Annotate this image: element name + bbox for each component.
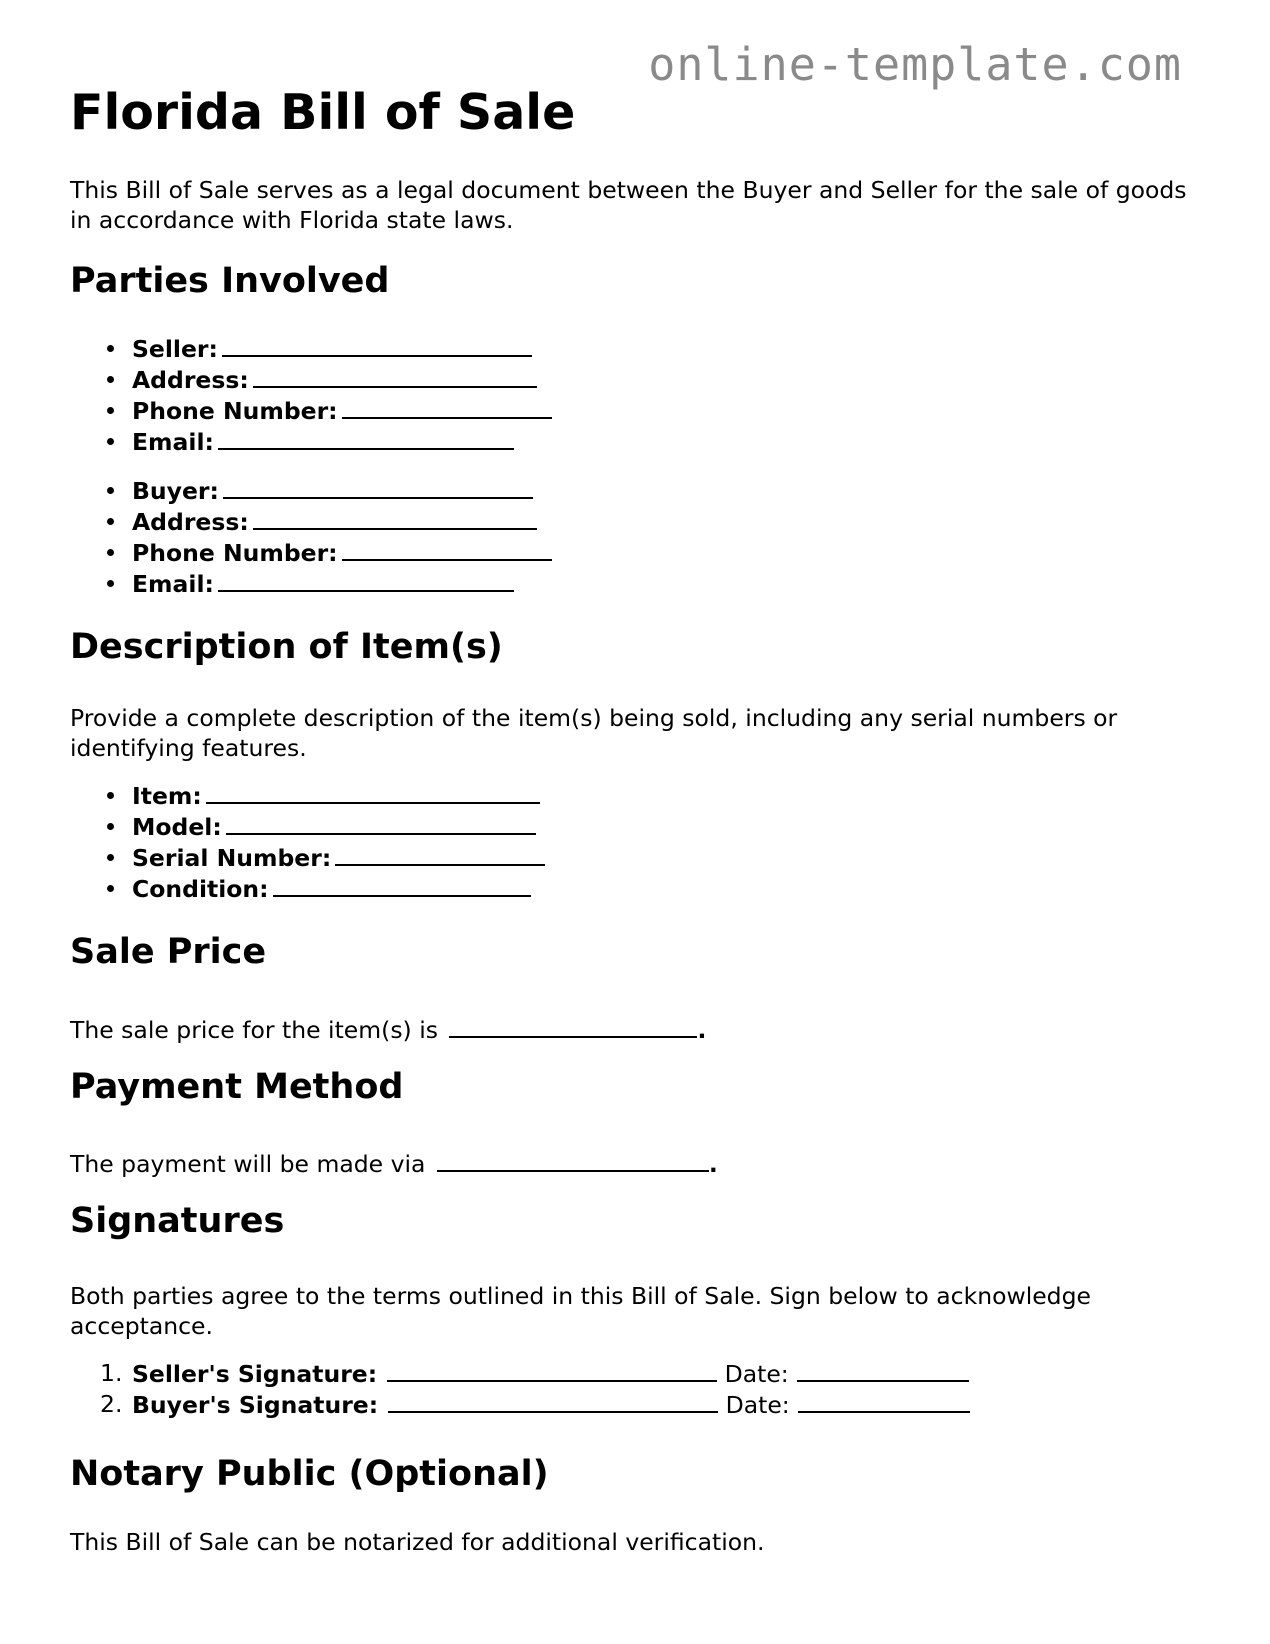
list-item bbox=[70, 364, 552, 395]
seller-date-blank[interactable] bbox=[797, 1358, 969, 1382]
page-title: Florida Bill of Sale bbox=[70, 84, 576, 141]
seller-address-blank[interactable] bbox=[253, 364, 537, 388]
list-number: 2. bbox=[100, 1390, 123, 1418]
field-label: Model: bbox=[132, 813, 222, 841]
list-item bbox=[70, 395, 552, 426]
sale-price-blank[interactable] bbox=[449, 1014, 697, 1038]
watermark: online-template.com bbox=[648, 38, 1182, 91]
sale-price-paragraph bbox=[70, 1014, 1190, 1045]
parties-heading: Parties Involved bbox=[70, 261, 390, 301]
field-label: Serial Number: bbox=[132, 844, 332, 872]
buyer-fields-list bbox=[70, 475, 552, 599]
list-item bbox=[70, 811, 545, 842]
signatures-paragraph: Both parties agree to the terms outlined in this Bill of Sale. Sign below to acknowledge acceptance. bbox=[70, 1282, 1091, 1340]
list-item bbox=[70, 506, 552, 537]
condition-blank[interactable] bbox=[273, 873, 531, 897]
payment-text: The payment will be made via bbox=[70, 1150, 426, 1178]
list-item bbox=[70, 780, 545, 811]
buyer-blank[interactable] bbox=[223, 475, 533, 499]
field-label: Email: bbox=[132, 570, 214, 598]
signatures-heading: Signatures bbox=[70, 1201, 285, 1241]
list-item bbox=[70, 842, 545, 873]
list-item bbox=[70, 1389, 970, 1420]
payment-heading: Payment Method bbox=[70, 1067, 404, 1107]
item-blank[interactable] bbox=[206, 780, 540, 804]
buyer-email-blank[interactable] bbox=[218, 568, 514, 592]
buyer-address-blank[interactable] bbox=[253, 506, 537, 530]
payment-paragraph bbox=[70, 1148, 1190, 1179]
buyer-date-blank[interactable] bbox=[798, 1389, 970, 1413]
field-label: Buyer: bbox=[132, 477, 219, 505]
list-item bbox=[70, 873, 545, 904]
list-item bbox=[70, 475, 552, 506]
list-item bbox=[70, 1358, 970, 1389]
intro-paragraph: This Bill of Sale serves as a legal document between the Buyer and Seller for the sale of goods in accordance with Florida state laws. bbox=[70, 176, 1187, 234]
field-label: Item: bbox=[132, 782, 202, 810]
description-paragraph: Provide a complete description of the item(s) being sold, including any serial numbers or identifying features. bbox=[70, 704, 1118, 762]
list-number: 1. bbox=[100, 1359, 123, 1387]
date-label: Date: bbox=[724, 1360, 789, 1388]
signature-label: Buyer's Signature: bbox=[132, 1391, 379, 1419]
model-blank[interactable] bbox=[226, 811, 536, 835]
list-item bbox=[70, 568, 552, 599]
list-item bbox=[70, 426, 552, 457]
item-fields-list bbox=[70, 780, 545, 904]
sale-price-text: The sale price for the item(s) is bbox=[70, 1016, 438, 1044]
seller-email-blank[interactable] bbox=[218, 426, 514, 450]
sale-price-period: . bbox=[697, 1016, 707, 1044]
notary-heading: Notary Public (Optional) bbox=[70, 1454, 549, 1494]
sale-price-heading: Sale Price bbox=[70, 932, 267, 972]
seller-signature-blank[interactable] bbox=[387, 1358, 717, 1382]
buyer-phone-blank[interactable] bbox=[342, 537, 552, 561]
payment-period: . bbox=[708, 1150, 718, 1178]
seller-fields-list bbox=[70, 333, 552, 457]
seller-blank[interactable] bbox=[222, 333, 532, 357]
notary-paragraph: This Bill of Sale can be notarized for additional verification. bbox=[70, 1528, 765, 1556]
description-heading: Description of Item(s) bbox=[70, 627, 503, 667]
signature-label: Seller's Signature: bbox=[132, 1360, 378, 1388]
buyer-signature-blank[interactable] bbox=[388, 1389, 718, 1413]
field-label: Address: bbox=[132, 508, 249, 536]
field-label: Phone Number: bbox=[132, 397, 338, 425]
field-label: Address: bbox=[132, 366, 249, 394]
serial-number-blank[interactable] bbox=[335, 842, 545, 866]
signature-list bbox=[70, 1358, 970, 1420]
field-label: Phone Number: bbox=[132, 539, 338, 567]
list-item bbox=[70, 333, 552, 364]
field-label: Condition: bbox=[132, 875, 269, 903]
seller-phone-blank[interactable] bbox=[342, 395, 552, 419]
list-item bbox=[70, 537, 552, 568]
field-label: Seller: bbox=[132, 335, 218, 363]
payment-method-blank[interactable] bbox=[437, 1148, 709, 1172]
date-label: Date: bbox=[725, 1391, 790, 1419]
field-label: Email: bbox=[132, 428, 214, 456]
